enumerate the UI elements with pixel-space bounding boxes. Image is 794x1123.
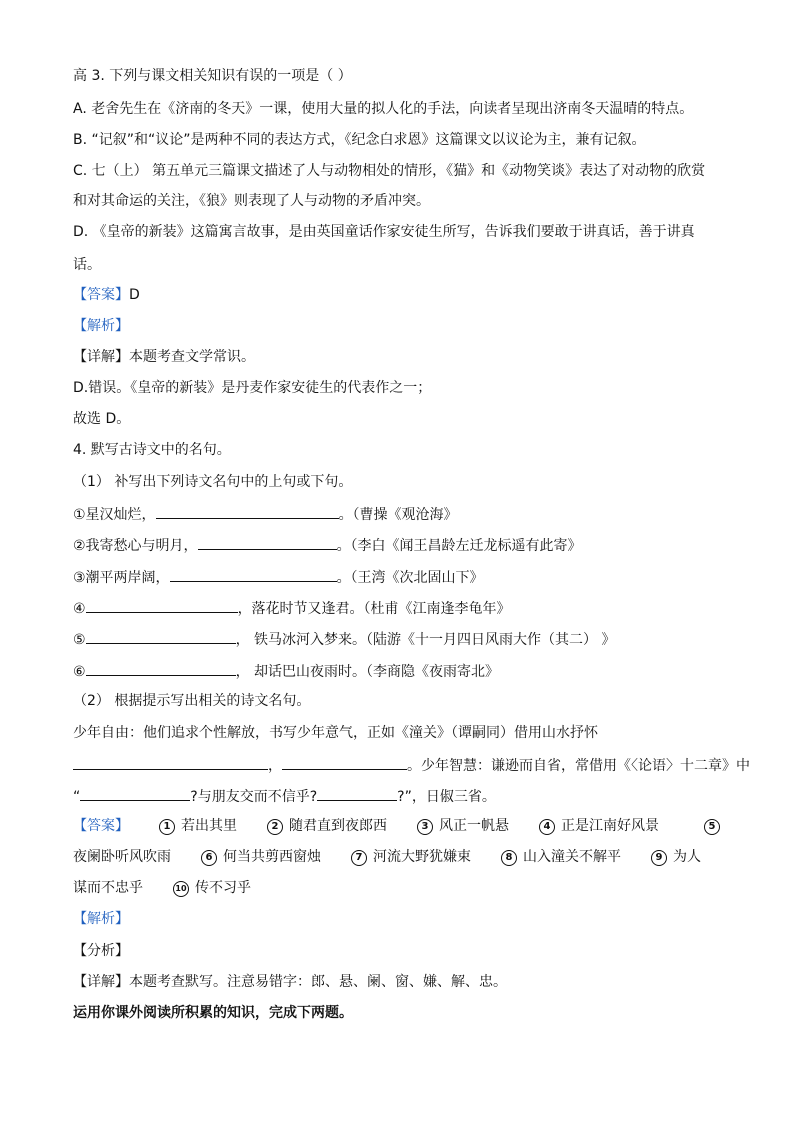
answer-text-5: 夜阑卧听风吹雨 [73, 849, 171, 865]
number-badge: 7 [351, 850, 367, 866]
q4-answer-line3 [73, 878, 251, 898]
q3-option-c-line1: C. 七（上） 第五单元三篇课文描述了人与动物相处的情形，《猫》和《动物笑谈》表达了对动物的欣赏 [73, 163, 706, 179]
q4-part2-title: （2） 根据提示写出相关的诗文名句。 [73, 693, 311, 709]
answer-text: 河流大野犹嫌束 [373, 849, 471, 865]
q4-stem: 4. 默写古诗文中的名句。 [73, 442, 231, 458]
q3-answer [73, 285, 140, 305]
answer-item-5-badge [704, 816, 726, 836]
q3-stem: 高 3. 下列与课文相关知识有误的一项是（ ） [73, 68, 352, 84]
fill-blank-9[interactable] [80, 785, 190, 801]
q4-part2-line3 [73, 785, 496, 807]
q4-line-5 [73, 628, 615, 650]
answer-item-4 [539, 818, 659, 834]
number-badge: 10 [173, 881, 189, 897]
answer-text: 为人 [673, 849, 701, 865]
q4-line-2 [73, 534, 582, 556]
answer-label: 【答案】 [73, 287, 129, 303]
q4-line-1 [73, 503, 458, 525]
answer-text: 风正一帆悬 [439, 818, 509, 834]
answer-text: 若出其里 [181, 818, 237, 834]
q4-part2-line1: 少年自由：他们追求个性解放，书写少年意气，正如《潼关》（谭嗣同）借用山水抒怀 [73, 725, 598, 741]
answer-item-6 [201, 849, 321, 865]
detail-text: 本题考查默写。注意易错字：郎、悬、阑、窗、嫌、解、忠。 [129, 974, 507, 990]
answer-item-7 [351, 849, 471, 865]
line6-prefix: ⑥ [73, 664, 86, 680]
q3-option-b: B. “记叙”和“议论”是两种不同的表达方式，《纪念白求恩》这篇课文以议论为主，兼有记叙。 [73, 132, 646, 148]
fill-blank-6[interactable] [86, 660, 236, 676]
q3-option-d-line2: 话。 [73, 257, 101, 273]
answer-item-8 [501, 849, 621, 865]
q3-option-d-line1: D. 《皇帝的新装》这篇寓言故事，是由英国童话作家安徒生所写，告诉我们要敢于讲真话，善于讲真 [73, 224, 695, 240]
q4-analysis-label: 【解析】 [73, 911, 129, 927]
answer-text: 传不习乎 [195, 880, 251, 896]
fill-blank-7[interactable] [73, 754, 268, 770]
footer-instruction: 运用你课外阅读所积累的知识，完成下两题。 [73, 1005, 353, 1021]
fill-blank-4[interactable] [86, 597, 238, 613]
detail-label: 【详解】 [73, 349, 129, 365]
answer-item-2 [267, 818, 387, 834]
q4-part2-line2 [73, 754, 750, 776]
number-badge: 9 [651, 850, 667, 866]
q4-detail [73, 972, 507, 992]
q3-option-c-line2: 和对其命运的关注，《狼》则表现了人与动物的矛盾冲突。 [73, 193, 430, 209]
line1-prefix: ①星汉灿烂， [73, 507, 156, 523]
answer-item-3 [417, 818, 509, 834]
answer-text: 何当共剪西窗烛 [223, 849, 321, 865]
number-badge: 5 [704, 819, 720, 835]
answer-value: D [129, 287, 140, 303]
fill-blank-8[interactable] [282, 754, 407, 770]
q3-option-a: A. 老舍先生在《济南的冬天》一课，使用大量的拟人化的手法，向读者呈现出济南冬天温晴的特点。 [73, 101, 694, 117]
answer-item-10 [173, 880, 251, 896]
line6-suffix: ， 却话巴山夜雨时。（李商隐《夜雨寄北》 [235, 664, 500, 680]
fill-blank-1[interactable] [156, 503, 339, 519]
q4-answer-label: 【答案】 [73, 818, 129, 834]
answer-text-9-cont: 谋而不忠乎 [73, 880, 143, 896]
answer-text: 山入潼关不解平 [523, 849, 621, 865]
number-badge: 1 [159, 819, 175, 835]
part2-comma: ， [268, 758, 282, 774]
q4-part1-title: （1） 补写出下列诗文名句中的上句或下句。 [73, 474, 353, 490]
open-quote: “ [73, 789, 81, 805]
number-badge: 6 [201, 850, 217, 866]
fill-blank-3[interactable] [170, 566, 337, 582]
number-badge: 2 [267, 819, 283, 835]
number-badge: 4 [539, 819, 555, 835]
q3-detail [73, 347, 255, 367]
line2-suffix: 。（李白《闻王昌龄左迁龙标遥有此寄》 [336, 538, 582, 554]
answer-text: 正是江南好风景 [561, 818, 659, 834]
q4-answer-line2 [73, 847, 701, 867]
number-badge: 3 [417, 819, 433, 835]
line1-suffix: 。（曹操《观沧海》 [338, 507, 458, 523]
fill-blank-10[interactable] [317, 785, 397, 801]
detail-text: 本题考查文学常识。 [129, 349, 255, 365]
fill-blank-5[interactable] [86, 628, 236, 644]
q3-conclusion: 故选 D。 [73, 411, 131, 427]
q4-fenxi-label: 【分析】 [73, 943, 129, 959]
q4-line-3 [73, 566, 484, 588]
quote-middle: ?与朋友交而不信乎? [190, 789, 318, 805]
line3-prefix: ③潮平两岸阔， [73, 570, 170, 586]
q3-analysis-label: 【解析】 [73, 318, 129, 334]
line4-suffix: ，落花时节又逢君。（杜甫《江南逢李龟年》 [237, 601, 511, 617]
q4-line-4 [73, 597, 511, 619]
answer-item-1 [159, 818, 237, 834]
line5-prefix: ⑤ [73, 632, 86, 648]
part2-middle-text: 。少年智慧：谦逊而自省，常借用《〈论语〉十二章》中 [407, 758, 750, 774]
answer-item-9 [651, 849, 701, 865]
detail-label: 【详解】 [73, 974, 129, 990]
fill-blank-2[interactable] [198, 534, 337, 550]
answer-text: 随君直到夜郎西 [289, 818, 387, 834]
q4-line-6 [73, 660, 499, 682]
line4-prefix: ④ [73, 601, 86, 617]
number-badge: 8 [501, 850, 517, 866]
line2-prefix: ②我寄愁心与明月， [73, 538, 198, 554]
quote-end: ?”，日俶三省。 [397, 789, 496, 805]
line5-suffix: ， 铁马冰河入梦来。（陆游《十一月四日风雨大作（其二） 》 [235, 632, 616, 648]
line3-suffix: 。（王湾《次北固山下》 [336, 570, 484, 586]
q3-explain: D.错误。《皇帝的新装》是丹麦作家安徒生的代表作之一； [73, 380, 432, 396]
q4-answer-line1 [73, 816, 689, 836]
